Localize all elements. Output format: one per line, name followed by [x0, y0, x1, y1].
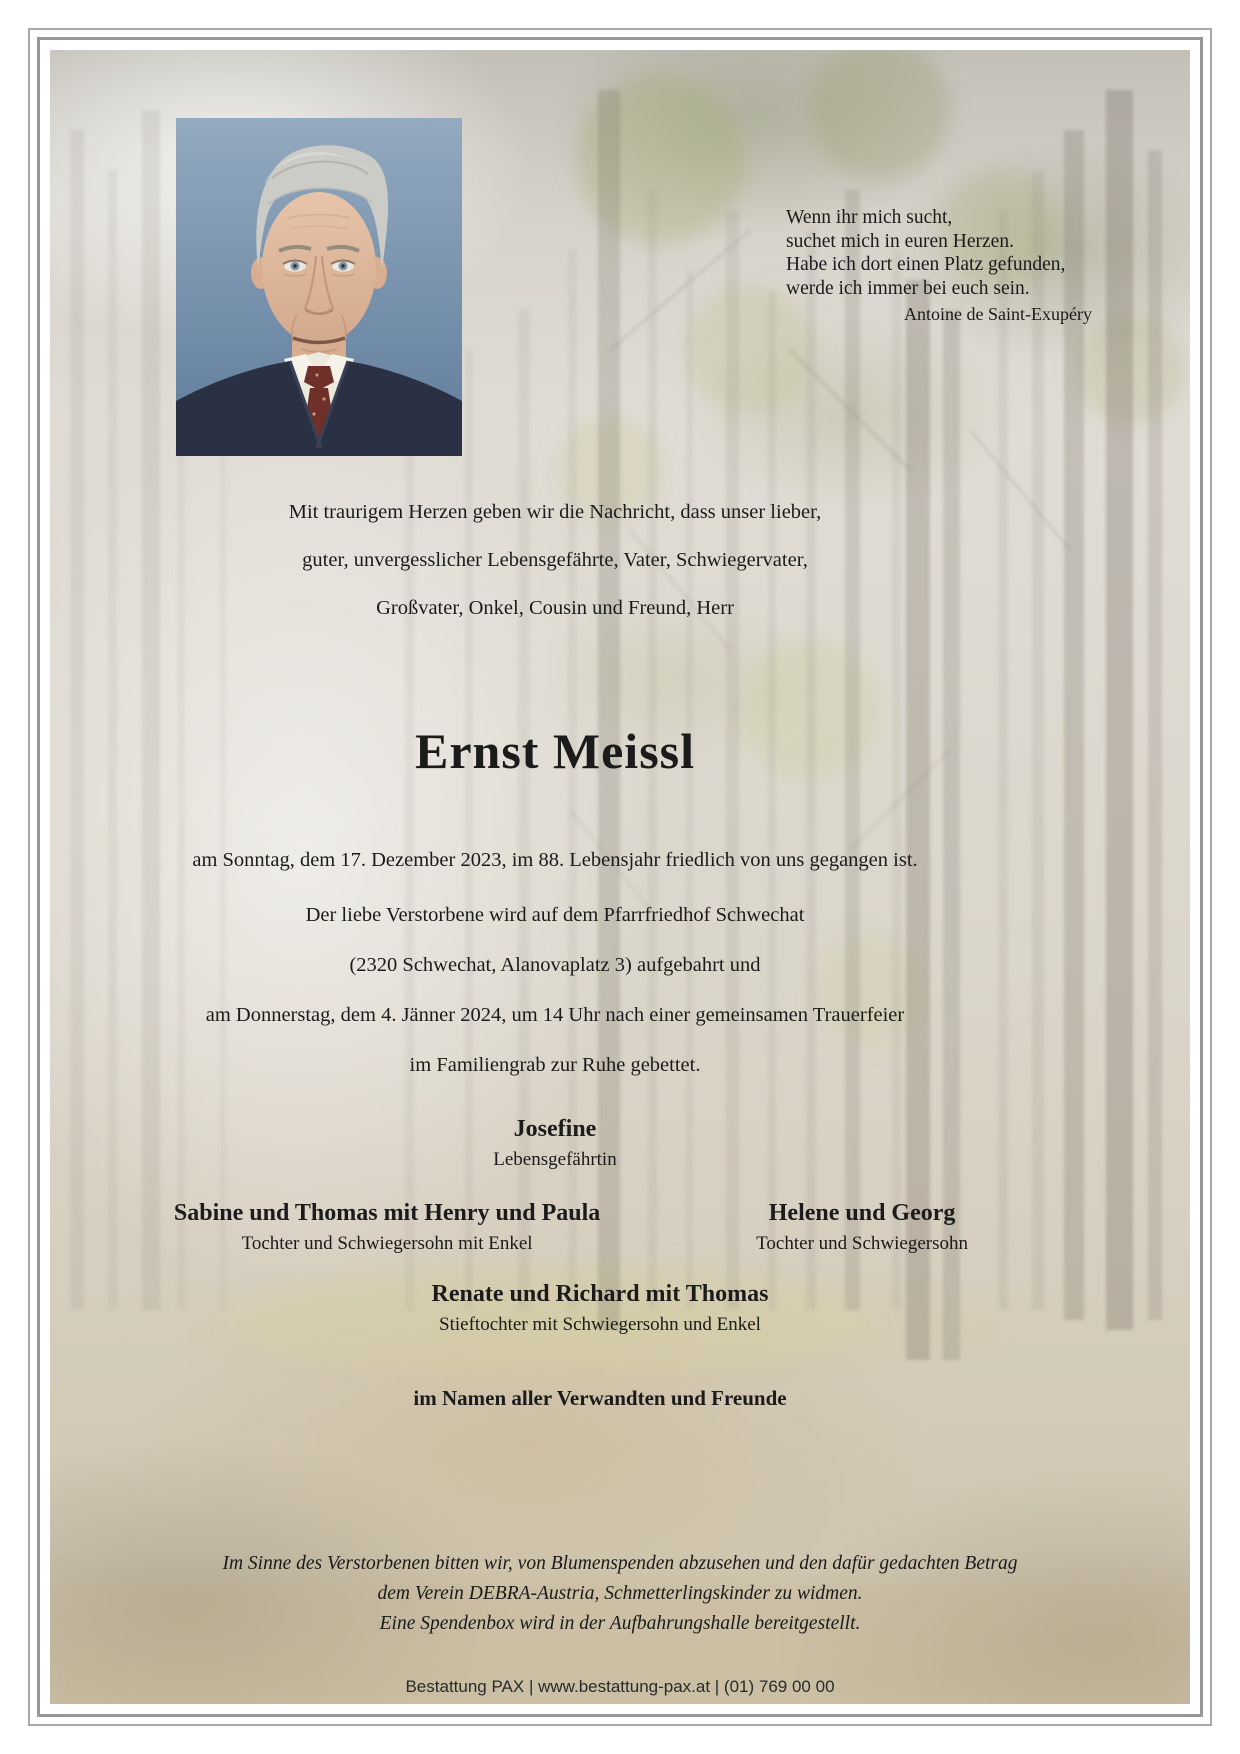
quote-attribution: Antoine de Saint-Exupéry [904, 304, 1092, 324]
burial-line: am Donnerstag, dem 4. Jänner 2024, um 14 Uhr nach einer gemeinsamen Trauerfeier [205, 1003, 905, 1026]
intro-line: Großvater, Onkel, Cousin und Freund, Herr [376, 597, 734, 619]
announcement-body [50, 50, 1190, 1697]
intro-line: Mit traurigem Herzen geben wir die Nachricht, dass unser lieber, [288, 501, 822, 523]
donation-line: dem Verein DEBRA-Austria, Schmetterlingskinder zu widmen. [377, 1582, 863, 1604]
donation-notice [50, 1549, 1190, 1639]
closing-line: im Namen aller Verwandten und Freunde [413, 1385, 787, 1410]
mourner-relation: Tochter und Schwiegersohn [756, 1233, 968, 1255]
burial-line: (2320 Schwechat, Alanovaplatz 3) aufgebahrt und [349, 953, 761, 976]
quote-line: Habe ich dort einen Platz gefunden, [786, 254, 1066, 275]
intro-paragraph [50, 50, 1060, 632]
mourner-relation: Stieftochter mit Schwiegersohn und Enkel [439, 1314, 761, 1336]
mourner-right [664, 1198, 1060, 1257]
forest-background [50, 50, 1190, 1704]
mourner-left [110, 1198, 664, 1257]
deceased-name: Ernst Meissl [414, 723, 696, 779]
mourner-primary [50, 1114, 1060, 1173]
quote-line: werde ich immer bei euch sein. [786, 277, 1030, 299]
mourner-relation: Lebensgefährtin [493, 1148, 617, 1170]
burial-line: Der liebe Verstorbene wird auf dem Pfarrfriedhof Schwechat [305, 903, 805, 926]
burial-line: im Familiengrab zur Ruhe gebettet. [409, 1053, 701, 1076]
mourner-name: Josefine [513, 1115, 597, 1142]
mourner-name: Helene und Georg [768, 1200, 956, 1227]
quote-line: suchet mich in euren Herzen. [786, 230, 1014, 252]
donation-line: Eine Spendenbox wird in der Aufbahrungshalle bereitgestellt. [379, 1612, 861, 1634]
mourner-name: Renate und Richard mit Thomas [431, 1281, 769, 1308]
funeral-home-footer: Bestattung PAX | www.bestattung-pax.at | (01) 769 00 00 [405, 1676, 835, 1696]
main-column [50, 50, 1060, 1411]
quote-line: Wenn ihr mich sucht, [786, 207, 953, 228]
intro-line: guter, unvergesslicher Lebensgefährte, Vater, Schwiegervater, [302, 549, 808, 571]
burial-paragraph [50, 890, 1060, 1090]
death-date-line: am Sonntag, dem 17. Dezember 2023, im 88. Lebensjahr friedlich von uns gegangen ist. [192, 849, 918, 871]
donation-line: Im Sinne des Verstorbenen bitten wir, von Blumenspenden abzusehen und den dafür gedachten Betrag [222, 1552, 1018, 1574]
mourner-relation: Tochter und Schwiegersohn mit Enkel [241, 1233, 533, 1255]
mourner-secondary [50, 1279, 1060, 1338]
mourner-name: Sabine und Thomas mit Henry und Paula [173, 1200, 601, 1227]
mourner-row [50, 1198, 1060, 1257]
